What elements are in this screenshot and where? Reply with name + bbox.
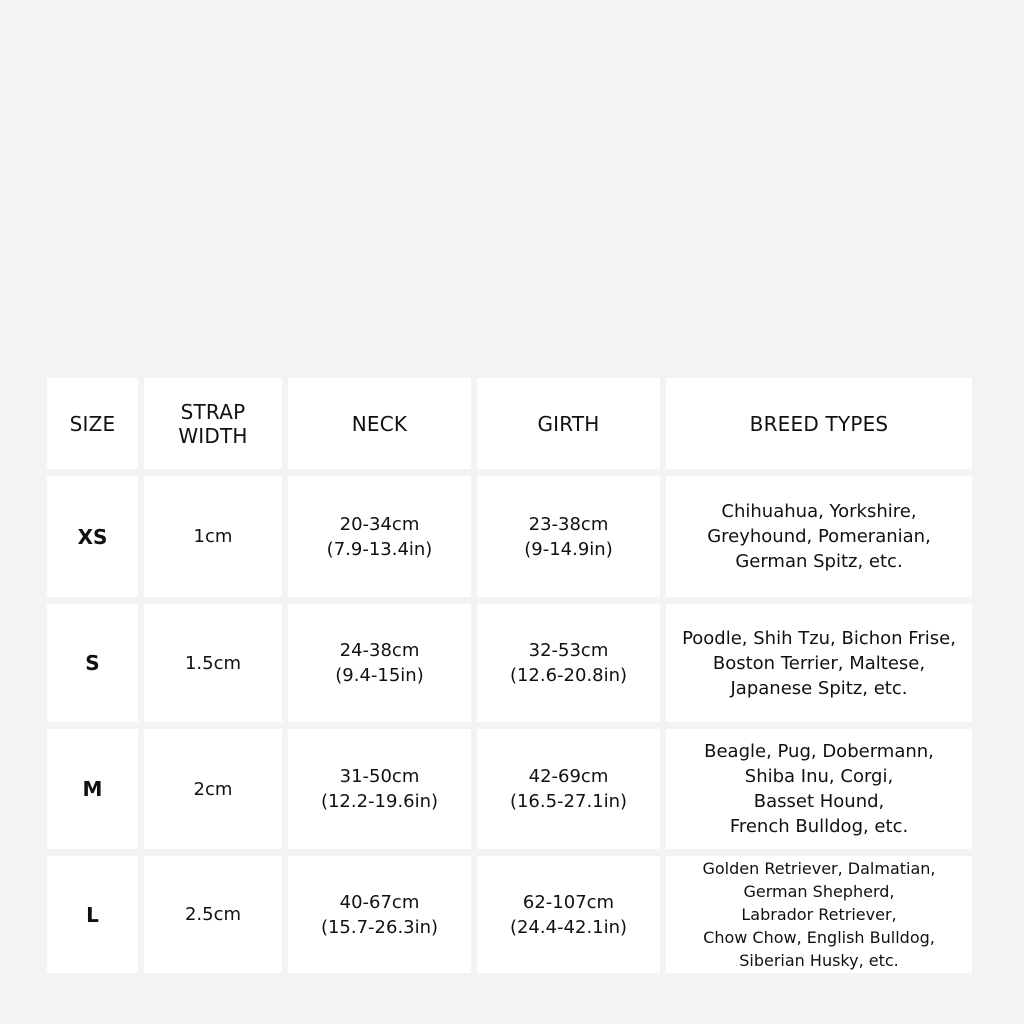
neck-cm: 20-34cm bbox=[339, 513, 420, 535]
breed-line: Poodle, Shih Tzu, Bichon Frise, bbox=[682, 627, 956, 649]
breed-line: Greyhound, Pomeranian, bbox=[707, 526, 931, 547]
row-xs-size bbox=[47, 476, 138, 597]
breed-line: Boston Terrier, Maltese, bbox=[712, 652, 926, 674]
breed-line: Basset Hound, bbox=[753, 791, 885, 812]
girth-cm: 62-107cm bbox=[522, 891, 615, 913]
neck-in: (9.4-15in) bbox=[335, 665, 424, 686]
breed-line: Siberian Husky, etc. bbox=[739, 951, 899, 970]
girth-cm: 23-38cm bbox=[528, 513, 609, 535]
breed-line: Labrador Retriever, bbox=[741, 905, 897, 924]
header-girth-label: GIRTH bbox=[537, 411, 600, 436]
row-m-neck bbox=[288, 729, 471, 849]
size-label: M bbox=[82, 777, 103, 801]
header-size-label: SIZE bbox=[69, 411, 116, 436]
row-l-strap-width bbox=[144, 856, 282, 973]
neck-cm: 24-38cm bbox=[339, 640, 420, 661]
neck-cm: 40-67cm bbox=[339, 891, 420, 913]
size-label: S bbox=[85, 651, 100, 675]
size-label: XS bbox=[77, 524, 108, 549]
row-m-size bbox=[47, 729, 138, 849]
header-strap-width bbox=[144, 378, 282, 469]
row-l-girth bbox=[477, 856, 660, 973]
row-xs-neck bbox=[288, 476, 471, 597]
girth-cm: 32-53cm bbox=[528, 640, 609, 661]
size-chart-table bbox=[47, 378, 972, 973]
row-s-breeds bbox=[666, 604, 972, 722]
header-breed-types-label: BREED TYPES bbox=[749, 411, 889, 436]
breed-line: German Shepherd, bbox=[743, 882, 895, 901]
breed-line: French Bulldog, etc. bbox=[729, 816, 909, 837]
strap-width-value: 1.5cm bbox=[184, 652, 242, 674]
row-m-breeds bbox=[666, 729, 972, 849]
girth-in: (12.6-20.8in) bbox=[509, 665, 628, 686]
header-neck-label: NECK bbox=[351, 411, 408, 436]
row-s-neck bbox=[288, 604, 471, 722]
neck-in: (12.2-19.6in) bbox=[320, 791, 439, 812]
row-xs-girth bbox=[477, 476, 660, 597]
row-s-girth bbox=[477, 604, 660, 722]
breed-line: Beagle, Pug, Dobermann, bbox=[704, 741, 934, 762]
row-l-size bbox=[47, 856, 138, 973]
size-label: L bbox=[86, 902, 99, 927]
header-strap-width-line-2: WIDTH bbox=[178, 423, 248, 448]
strap-width-value: 1cm bbox=[193, 526, 233, 547]
header-strap-width-line-1: STRAP bbox=[180, 399, 246, 424]
girth-cm: 42-69cm bbox=[528, 766, 609, 787]
girth-in: (16.5-27.1in) bbox=[509, 791, 628, 812]
header-size bbox=[47, 378, 138, 469]
row-s-strap-width bbox=[144, 604, 282, 722]
neck-in: (15.7-26.3in) bbox=[320, 916, 439, 938]
row-xs-strap-width bbox=[144, 476, 282, 597]
breed-line: Chow Chow, English Bulldog, bbox=[703, 928, 935, 947]
row-m-girth bbox=[477, 729, 660, 849]
breed-line: Chihuahua, Yorkshire, bbox=[721, 501, 917, 522]
header-girth bbox=[477, 378, 660, 469]
breed-line: Golden Retriever, Dalmatian, bbox=[702, 859, 936, 878]
row-s-size bbox=[47, 604, 138, 722]
row-l-neck bbox=[288, 856, 471, 973]
row-m-strap-width bbox=[144, 729, 282, 849]
strap-width-value: 2.5cm bbox=[184, 904, 242, 925]
breed-line: Japanese Spitz, etc. bbox=[730, 677, 908, 699]
girth-in: (9-14.9in) bbox=[524, 538, 613, 560]
row-l-breeds bbox=[666, 856, 972, 973]
breed-line: Shiba Inu, Corgi, bbox=[744, 766, 894, 787]
girth-in: (24.4-42.1in) bbox=[509, 916, 628, 938]
header-neck bbox=[288, 378, 471, 469]
breed-line: German Spitz, etc. bbox=[735, 551, 903, 572]
strap-width-value: 2cm bbox=[193, 778, 233, 800]
neck-cm: 31-50cm bbox=[339, 766, 420, 787]
header-breed-types bbox=[666, 378, 972, 469]
neck-in: (7.9-13.4in) bbox=[326, 538, 433, 560]
row-xs-breeds bbox=[666, 476, 972, 597]
